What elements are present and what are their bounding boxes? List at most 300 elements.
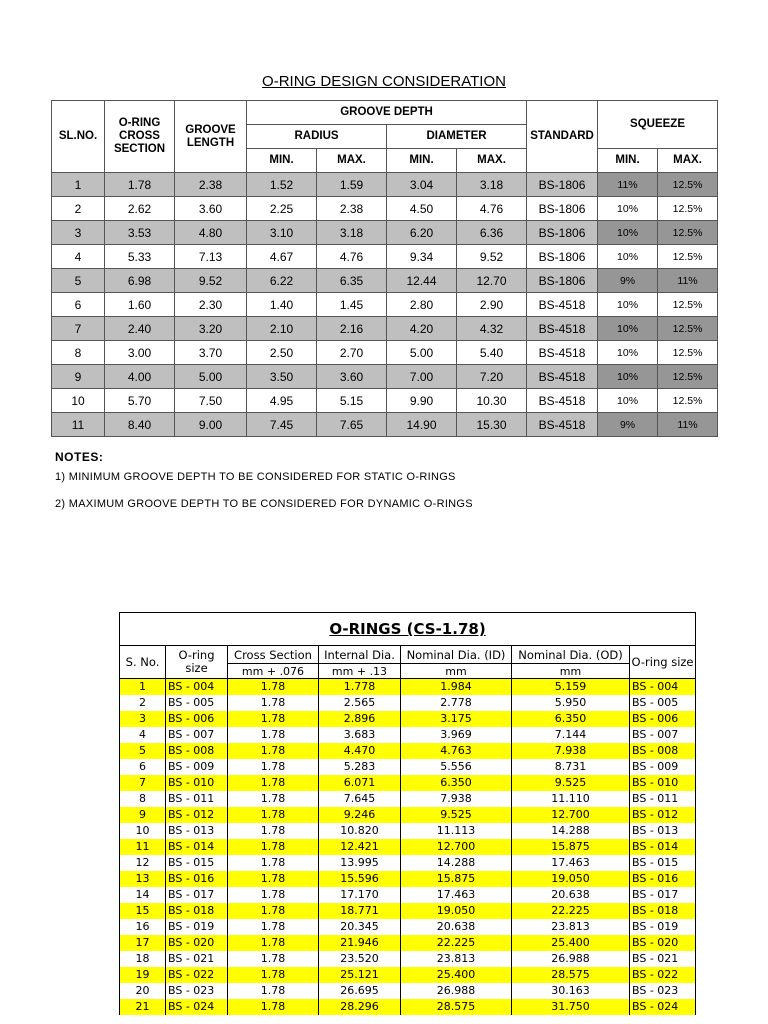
cell-cross-section: 8.40 [105,413,175,437]
table-row [52,173,718,197]
design-table-title: O-RING DESIGN CONSIDERATION [262,73,506,90]
header-groove-depth: GROOVE DEPTH [247,101,527,125]
cell-size-2: BS - 006 [630,711,696,727]
groove-design-table [51,100,718,437]
table-row [120,967,696,983]
cell-internal-dia: 4.470 [319,743,401,759]
cell-standard: BS-4518 [527,341,598,365]
cell-standard: BS-1806 [527,173,598,197]
cell-nominal-id: 4.763 [401,743,512,759]
cell-size: BS - 011 [166,791,228,807]
table-row [52,293,718,317]
table-row [52,317,718,341]
table-row [52,245,718,269]
cell-diameter-max: 10.30 [457,389,527,413]
header-cross-section: O-RING CROSS SECTION [105,101,175,173]
header-radius-max: MAX. [317,149,387,173]
cell-internal-dia: 3.683 [319,727,401,743]
cell-radius-max: 2.38 [317,197,387,221]
cell-size: BS - 019 [166,919,228,935]
cell-standard: BS-4518 [527,413,598,437]
cell-sno: 4 [120,727,166,743]
cell-nominal-od: 11.110 [512,791,630,807]
cell-sno: 12 [120,855,166,871]
cell-radius-max: 6.35 [317,269,387,293]
table-row [120,695,696,711]
cell-internal-dia: 23.520 [319,951,401,967]
cell-standard: BS-4518 [527,293,598,317]
cell-nominal-id: 3.175 [401,711,512,727]
cell-groove-length: 3.20 [175,317,247,341]
cell-nominal-od: 15.875 [512,839,630,855]
cell-nominal-id: 12.700 [401,839,512,855]
cell-squeeze-min: 10% [598,221,658,245]
cell-internal-dia: 1.778 [319,679,401,695]
cell-cross-section: 1.78 [228,839,319,855]
cell-diameter-min: 2.80 [387,293,457,317]
cell-radius-max: 3.60 [317,365,387,389]
cell-cross-section: 1.78 [228,951,319,967]
cell-nominal-id: 25.400 [401,967,512,983]
cell-squeeze-min: 9% [598,413,658,437]
cell-groove-length: 3.70 [175,341,247,365]
cell-diameter-max: 4.76 [457,197,527,221]
cell-diameter-max: 9.52 [457,245,527,269]
cell-sno: 18 [120,951,166,967]
cell-squeeze-max: 12.5% [658,197,718,221]
cell-size: BS - 014 [166,839,228,855]
cell-radius-max: 1.45 [317,293,387,317]
cell-sno: 16 [120,919,166,935]
cell-sno: 2 [120,695,166,711]
cell-cross-section: 1.78 [228,967,319,983]
table-row [52,341,718,365]
header-squeeze-max: MAX. [658,149,718,173]
cell-squeeze-min: 10% [598,365,658,389]
cell-size-2: BS - 011 [630,791,696,807]
cell-sl-no: 7 [52,317,105,341]
cell-size: BS - 007 [166,727,228,743]
cell-cross-section: 1.78 [228,919,319,935]
cell-nominal-id: 6.350 [401,775,512,791]
cell-nominal-od: 6.350 [512,711,630,727]
cell-radius-min: 4.95 [247,389,317,413]
cell-radius-min: 4.67 [247,245,317,269]
cell-diameter-min: 5.00 [387,341,457,365]
cell-groove-length: 3.60 [175,197,247,221]
cell-sno: 13 [120,871,166,887]
note-item: 2) MAXIMUM GROOVE DEPTH TO BE CONSIDERED FOR DYNAMIC O-RINGS [55,498,473,510]
cell-sl-no: 6 [52,293,105,317]
header-oring-size-2: O-ring size [630,646,696,679]
cell-size-2: BS - 023 [630,983,696,999]
cell-internal-dia: 17.170 [319,887,401,903]
header-nominal-od: Nominal Dia. (OD) [512,646,630,664]
cell-radius-max: 2.70 [317,341,387,365]
cell-radius-max: 7.65 [317,413,387,437]
notes-title: NOTES: [55,450,104,464]
cell-internal-dia: 18.771 [319,903,401,919]
cell-cross-section: 1.78 [228,791,319,807]
cell-size-2: BS - 010 [630,775,696,791]
cell-sno: 10 [120,823,166,839]
cell-diameter-max: 7.20 [457,365,527,389]
cell-cross-section: 1.78 [228,775,319,791]
table-row [120,743,696,759]
table-row [120,727,696,743]
cell-diameter-min: 4.20 [387,317,457,341]
cell-standard: BS-1806 [527,269,598,293]
cell-cross-section: 1.78 [228,903,319,919]
cell-squeeze-min: 9% [598,269,658,293]
cell-squeeze-max: 12.5% [658,245,718,269]
cell-nominal-id: 5.556 [401,759,512,775]
cell-size: BS - 012 [166,807,228,823]
table-row [120,679,696,695]
cell-cross-section: 1.78 [228,679,319,695]
cell-cross-section: 1.78 [228,743,319,759]
cell-standard: BS-1806 [527,197,598,221]
cell-size: BS - 020 [166,935,228,951]
cell-radius-max: 2.16 [317,317,387,341]
cell-nominal-od: 8.731 [512,759,630,775]
cell-cross-section: 1.78 [228,807,319,823]
cell-nominal-id: 2.778 [401,695,512,711]
cell-sno: 8 [120,791,166,807]
cell-groove-length: 4.80 [175,221,247,245]
cell-size-2: BS - 018 [630,903,696,919]
header-radius-min: MIN. [247,149,317,173]
table-row [120,951,696,967]
cell-nominal-od: 31.750 [512,999,630,1015]
cell-size-2: BS - 020 [630,935,696,951]
cell-internal-dia: 10.820 [319,823,401,839]
cell-squeeze-max: 11% [658,413,718,437]
cell-diameter-max: 2.90 [457,293,527,317]
cell-diameter-max: 5.40 [457,341,527,365]
cell-radius-max: 1.59 [317,173,387,197]
header-cross-section: Cross Section [228,646,319,664]
cell-groove-length: 9.52 [175,269,247,293]
cell-nominal-od: 20.638 [512,887,630,903]
cell-nominal-od: 25.400 [512,935,630,951]
cell-internal-dia: 26.695 [319,983,401,999]
cell-diameter-min: 6.20 [387,221,457,245]
cell-diameter-min: 14.90 [387,413,457,437]
cell-radius-max: 5.15 [317,389,387,413]
cell-sno: 19 [120,967,166,983]
header-diameter-min: MIN. [387,149,457,173]
table-row [120,839,696,855]
table-row [120,759,696,775]
cell-cross-section: 3.00 [105,341,175,365]
header-nominal-id: Nominal Dia. (ID) [401,646,512,664]
cell-sno: 9 [120,807,166,823]
cell-squeeze-min: 10% [598,317,658,341]
oring-size-table [119,612,696,1015]
cell-size: BS - 010 [166,775,228,791]
cell-radius-min: 3.50 [247,365,317,389]
cell-nominal-od: 17.463 [512,855,630,871]
cell-nominal-od: 14.288 [512,823,630,839]
cell-standard: BS-4518 [527,389,598,413]
cell-cross-section: 1.78 [228,871,319,887]
cell-internal-dia: 21.946 [319,935,401,951]
cell-nominal-od: 30.163 [512,983,630,999]
cell-size-2: BS - 007 [630,727,696,743]
cell-squeeze-max: 12.5% [658,173,718,197]
cell-nominal-od: 28.575 [512,967,630,983]
cell-internal-dia: 25.121 [319,967,401,983]
header-slno: SL.NO. [52,101,105,173]
cell-cross-section: 1.78 [228,855,319,871]
cell-size: BS - 013 [166,823,228,839]
cell-internal-dia: 6.071 [319,775,401,791]
cell-size: BS - 004 [166,679,228,695]
cell-diameter-max: 3.18 [457,173,527,197]
cell-diameter-max: 6.36 [457,221,527,245]
cell-internal-dia: 12.421 [319,839,401,855]
cell-diameter-max: 15.30 [457,413,527,437]
cell-groove-length: 2.30 [175,293,247,317]
cell-sl-no: 5 [52,269,105,293]
cell-squeeze-max: 12.5% [658,365,718,389]
header-standard: STANDARD [527,101,598,173]
cell-squeeze-min: 10% [598,293,658,317]
cell-sno: 21 [120,999,166,1015]
cell-nominal-id: 15.875 [401,871,512,887]
cell-squeeze-max: 12.5% [658,389,718,413]
header-diameter-max: MAX. [457,149,527,173]
cell-cross-section: 1.78 [228,711,319,727]
cell-sl-no: 9 [52,365,105,389]
table-row [120,711,696,727]
cell-nominal-od: 23.813 [512,919,630,935]
cell-nominal-od: 19.050 [512,871,630,887]
header-squeeze-min: MIN. [598,149,658,173]
cell-diameter-max: 4.32 [457,317,527,341]
cell-internal-dia: 5.283 [319,759,401,775]
cell-diameter-min: 9.34 [387,245,457,269]
header-nominal-od-unit: mm [512,664,630,679]
cell-cross-section: 1.78 [228,887,319,903]
cell-nominal-id: 26.988 [401,983,512,999]
cell-cross-section: 3.53 [105,221,175,245]
cell-sno: 1 [120,679,166,695]
cell-internal-dia: 2.896 [319,711,401,727]
table-row [120,775,696,791]
cell-size: BS - 016 [166,871,228,887]
cell-squeeze-min: 10% [598,197,658,221]
note-item: 1) MINIMUM GROOVE DEPTH TO BE CONSIDERED FOR STATIC O-RINGS [55,471,456,483]
cell-cross-section: 1.78 [228,823,319,839]
cell-size-2: BS - 019 [630,919,696,935]
cell-size: BS - 022 [166,967,228,983]
cell-sl-no: 2 [52,197,105,221]
cell-size-2: BS - 005 [630,695,696,711]
header-internal-dia: Internal Dia. [319,646,401,664]
cell-cross-section: 1.60 [105,293,175,317]
cell-size: BS - 009 [166,759,228,775]
cell-sl-no: 4 [52,245,105,269]
cell-size: BS - 005 [166,695,228,711]
header-oring-size: O-ring size [166,646,228,679]
header-groove-length: GROOVE LENGTH [175,101,247,173]
cell-diameter-min: 12.44 [387,269,457,293]
cell-nominal-id: 28.575 [401,999,512,1015]
cell-sl-no: 11 [52,413,105,437]
cell-cross-section: 6.98 [105,269,175,293]
table-row [120,919,696,935]
cell-size-2: BS - 009 [630,759,696,775]
cell-size-2: BS - 008 [630,743,696,759]
table-row [120,807,696,823]
cell-sl-no: 3 [52,221,105,245]
cell-size-2: BS - 024 [630,999,696,1015]
table-row [120,887,696,903]
cell-radius-min: 2.10 [247,317,317,341]
cell-size: BS - 023 [166,983,228,999]
cell-internal-dia: 28.296 [319,999,401,1015]
table-row [120,935,696,951]
oring-table-title: O-RINGS (CS-1.78) [120,613,696,646]
cell-nominal-od: 5.950 [512,695,630,711]
cell-squeeze-min: 11% [598,173,658,197]
table-row [52,197,718,221]
cell-internal-dia: 7.645 [319,791,401,807]
table-row [120,871,696,887]
cell-radius-min: 6.22 [247,269,317,293]
cell-sl-no: 1 [52,173,105,197]
cell-radius-min: 7.45 [247,413,317,437]
cell-cross-section: 1.78 [228,727,319,743]
cell-sno: 6 [120,759,166,775]
header-cross-section-tol: mm + .076 [228,664,319,679]
cell-standard: BS-1806 [527,245,598,269]
cell-sno: 11 [120,839,166,855]
cell-squeeze-max: 11% [658,269,718,293]
cell-diameter-min: 3.04 [387,173,457,197]
cell-nominal-id: 23.813 [401,951,512,967]
cell-size-2: BS - 022 [630,967,696,983]
cell-cross-section: 5.33 [105,245,175,269]
cell-radius-min: 2.25 [247,197,317,221]
cell-nominal-od: 7.144 [512,727,630,743]
cell-size-2: BS - 017 [630,887,696,903]
cell-size: BS - 015 [166,855,228,871]
table-row [52,269,718,293]
cell-squeeze-max: 12.5% [658,317,718,341]
header-nominal-id-unit: mm [401,664,512,679]
table-row [120,999,696,1015]
cell-standard: BS-4518 [527,365,598,389]
cell-nominal-od: 5.159 [512,679,630,695]
cell-squeeze-max: 12.5% [658,293,718,317]
cell-radius-max: 3.18 [317,221,387,245]
header-radius: RADIUS [247,125,387,149]
cell-squeeze-min: 10% [598,245,658,269]
cell-groove-length: 7.50 [175,389,247,413]
cell-nominal-id: 20.638 [401,919,512,935]
cell-groove-length: 5.00 [175,365,247,389]
table-row [120,855,696,871]
cell-internal-dia: 20.345 [319,919,401,935]
table-row [52,413,718,437]
cell-groove-length: 9.00 [175,413,247,437]
cell-sno: 15 [120,903,166,919]
cell-radius-max: 4.76 [317,245,387,269]
cell-cross-section: 1.78 [228,759,319,775]
table-row [52,221,718,245]
cell-nominal-id: 1.984 [401,679,512,695]
cell-nominal-id: 17.463 [401,887,512,903]
cell-standard: BS-1806 [527,221,598,245]
cell-sno: 5 [120,743,166,759]
cell-cross-section: 1.78 [228,935,319,951]
cell-sl-no: 10 [52,389,105,413]
cell-size-2: BS - 016 [630,871,696,887]
cell-nominal-od: 9.525 [512,775,630,791]
cell-sno: 17 [120,935,166,951]
cell-nominal-od: 22.225 [512,903,630,919]
cell-nominal-id: 9.525 [401,807,512,823]
cell-diameter-min: 4.50 [387,197,457,221]
cell-sno: 20 [120,983,166,999]
cell-cross-section: 2.40 [105,317,175,341]
cell-size-2: BS - 021 [630,951,696,967]
cell-size-2: BS - 004 [630,679,696,695]
cell-squeeze-max: 12.5% [658,341,718,365]
cell-size-2: BS - 012 [630,807,696,823]
cell-cross-section: 1.78 [105,173,175,197]
cell-nominal-id: 11.113 [401,823,512,839]
cell-radius-min: 1.40 [247,293,317,317]
header-diameter: DIAMETER [387,125,527,149]
cell-size: BS - 021 [166,951,228,967]
cell-nominal-od: 26.988 [512,951,630,967]
cell-nominal-id: 3.969 [401,727,512,743]
cell-nominal-id: 7.938 [401,791,512,807]
table-row [120,791,696,807]
header-internal-dia-tol: mm + .13 [319,664,401,679]
cell-internal-dia: 9.246 [319,807,401,823]
cell-cross-section: 2.62 [105,197,175,221]
cell-squeeze-min: 10% [598,389,658,413]
cell-cross-section: 4.00 [105,365,175,389]
table-row [120,903,696,919]
cell-diameter-min: 9.90 [387,389,457,413]
table-row [120,983,696,999]
cell-sno: 7 [120,775,166,791]
cell-nominal-id: 22.225 [401,935,512,951]
cell-size-2: BS - 014 [630,839,696,855]
cell-size-2: BS - 015 [630,855,696,871]
cell-size: BS - 018 [166,903,228,919]
cell-nominal-od: 12.700 [512,807,630,823]
table-row [120,823,696,839]
cell-diameter-min: 7.00 [387,365,457,389]
cell-cross-section: 1.78 [228,695,319,711]
cell-radius-min: 2.50 [247,341,317,365]
cell-internal-dia: 15.596 [319,871,401,887]
header-squeeze: SQUEEZE [598,101,718,149]
table-row [52,365,718,389]
header-sno: S. No. [120,646,166,679]
cell-radius-min: 3.10 [247,221,317,245]
cell-cross-section: 5.70 [105,389,175,413]
cell-size: BS - 006 [166,711,228,727]
cell-squeeze-min: 10% [598,341,658,365]
